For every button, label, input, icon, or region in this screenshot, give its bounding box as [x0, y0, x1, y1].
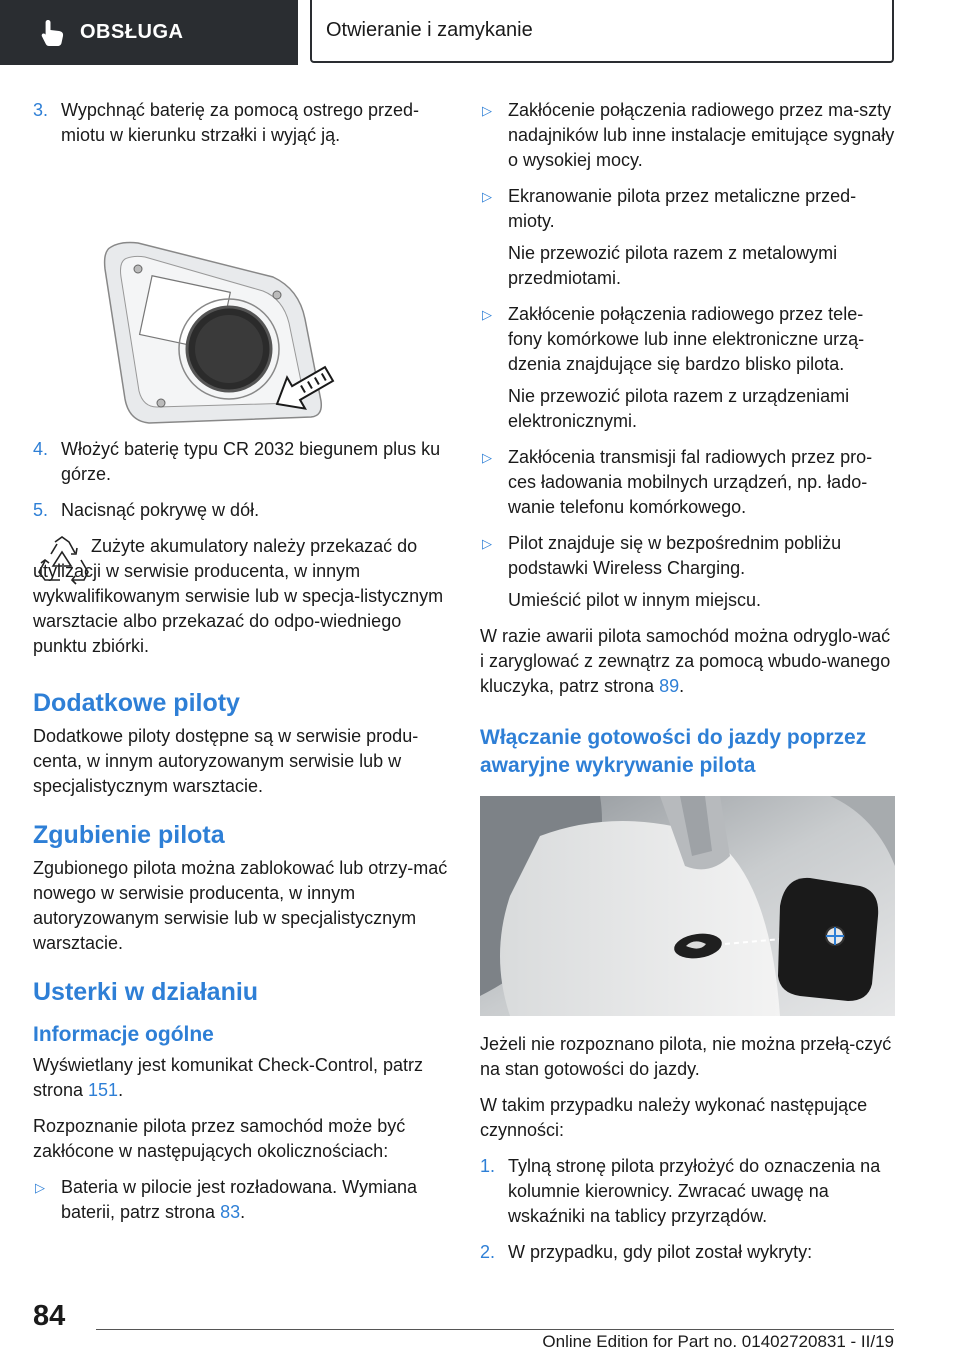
bullet-marker: ▷ [482, 307, 492, 322]
bullet-wireless-charging-advice: Umieścić pilot w innym miejscu. [508, 590, 762, 610]
steps-intro-text: W takim przypadku należy wykonać następujące czynności: [480, 1095, 868, 1140]
recycling-note [33, 534, 448, 659]
bullet-mobile-phones: ▷ Zakłócenie połączenia radiowego przez tele-fony komórkowe lub inne elektroniczne urzą-dzenia znajdujące się bardzo blisko pilota. [482, 304, 865, 374]
page-link-89[interactable]: 89 [659, 676, 680, 696]
step-5 [33, 498, 448, 523]
bullet-metal-shielding-advice: Nie przewozić pilota razem z metalowymi przedmiotami. [508, 243, 838, 288]
bullet-radio-masts: ▷ Zakłócenie połączenia radiowego przez ma-szty nadajników lub inne instalacje emitujące sygnały o wysokiej mocy. [482, 100, 895, 170]
page-header [310, 0, 894, 63]
step-text: Nacisnąć pokrywę w dół. [61, 500, 260, 520]
heading-lost-remote: Zgubienie pilota [33, 821, 225, 849]
bullet-battery-empty: ▷ Bateria w pilocie jest rozładowana. Wymiana baterii, patrz strona 83. [35, 1177, 418, 1222]
heading-general-info: Informacje ogólne [33, 1023, 214, 1046]
page-link-83[interactable]: 83 [220, 1202, 241, 1222]
edition-footer: Online Edition for Part no. 01402720831 - II/19 [542, 1332, 894, 1351]
lost-remote-text: Zgubionego pilota można zablokować lub otrzy-mać nowego w serwisie producenta, w innym autoryzowanym serwisie lub w specjalistycznym warsztacie. [33, 858, 448, 953]
bullet-marker: ▷ [482, 103, 492, 118]
step-text: Tylną stronę pilota przyłożyć do oznaczenia na kolumnie kierownicy. Zwracać uwagę na wskaźniki na tablicy przyrządów. [508, 1156, 881, 1226]
not-recognized-text: Jeżeli nie rozpoznano pilota, nie można przełą-czyć na stan gotowości do jazdy. [480, 1034, 892, 1079]
recognition-text: Rozpoznanie pilota przez samochód może być zakłócone w następujących okolicznościach: [33, 1116, 406, 1161]
step-1 [480, 1154, 895, 1229]
step-2 [480, 1240, 895, 1265]
heading-malfunctions: Usterki w działaniu [33, 978, 259, 1006]
page-number: 84 [33, 1300, 66, 1332]
general-info-text: Wyświetlany jest komunikat Check-Control, patrz strona 151. [33, 1055, 423, 1100]
emergency-key-text: W razie awarii pilota samochód można odryglo-wać i zaryglować z zewnątrz za pomocą wbudo-wanego kluczyka, patrz strona 89. [480, 626, 891, 696]
bullet-marker: ▷ [35, 1180, 45, 1195]
battery-removal-illustration [33, 159, 448, 437]
extra-remotes-text: Dodatkowe piloty dostępne są w serwisie produ-centa, w innym autoryzowanym serwisie lub w specjalistycznym warsztacie. [33, 726, 419, 796]
footer-divider [96, 1329, 894, 1330]
pointing-hand-icon [40, 19, 66, 47]
page-link-151[interactable]: 151 [88, 1080, 119, 1100]
bullet-wireless-charging: ▷ Pilot znajduje się w bezpośrednim pobliżu podstawki Wireless Charging. [482, 533, 842, 578]
bullet-charging: ▷ Zakłócenia transmisji fal radiowych przez pro-ces ładowania mobilnych urządzeń, np. łado-wanie telefonu komórkowego. [482, 447, 873, 517]
bullet-marker: ▷ [482, 450, 492, 465]
step-text: W przypadku, gdy pilot został wykryty: [508, 1242, 813, 1262]
step-text: Wypchnąć baterię za pomocą ostrego przed-miotu w kierunku strzałki i wyjąć ją. [61, 100, 420, 145]
bullet-mobile-phones-advice: Nie przewozić pilota razem z urządzeniami elektronicznymi. [508, 386, 850, 431]
step-3 [33, 98, 448, 148]
step-number: 1. [480, 1156, 496, 1176]
bullet-marker: ▷ [482, 189, 492, 204]
bullet-metal-shielding: ▷ Ekranowanie pilota przez metaliczne przed-mioty. [482, 186, 857, 231]
bullet-marker: ▷ [482, 536, 492, 551]
step-4 [33, 437, 448, 487]
step-number: 3. [33, 100, 49, 120]
left-column [33, 98, 448, 1236]
page-title: Otwieranie i zamykanie [326, 19, 533, 41]
right-column [480, 98, 895, 1276]
step-text: Włożyć baterię typu CR 2032 biegunem plus ku górze. [61, 439, 441, 484]
section-label: OBSŁUGA [80, 21, 184, 43]
step-number: 4. [33, 439, 49, 459]
heading-extra-remotes: Dodatkowe piloty [33, 689, 240, 717]
heading-emergency-detection: Włączanie gotowości do jazdy poprzez awaryjne wykrywanie pilota [480, 726, 867, 777]
step-number: 2. [480, 1242, 496, 1262]
step-number: 5. [33, 500, 49, 520]
recycle-icon [33, 534, 91, 590]
steering-column-photo [480, 796, 895, 1016]
section-tab [0, 0, 298, 65]
recycling-text: Zużyte akumulatory należy przekazać do utylizacji w serwisie producenta, w innym wykwalifikowanym serwisie lub w specja-listycznym warsztacie albo przekazać do odpo-wiedniego punktu zbiórki. [33, 536, 444, 656]
